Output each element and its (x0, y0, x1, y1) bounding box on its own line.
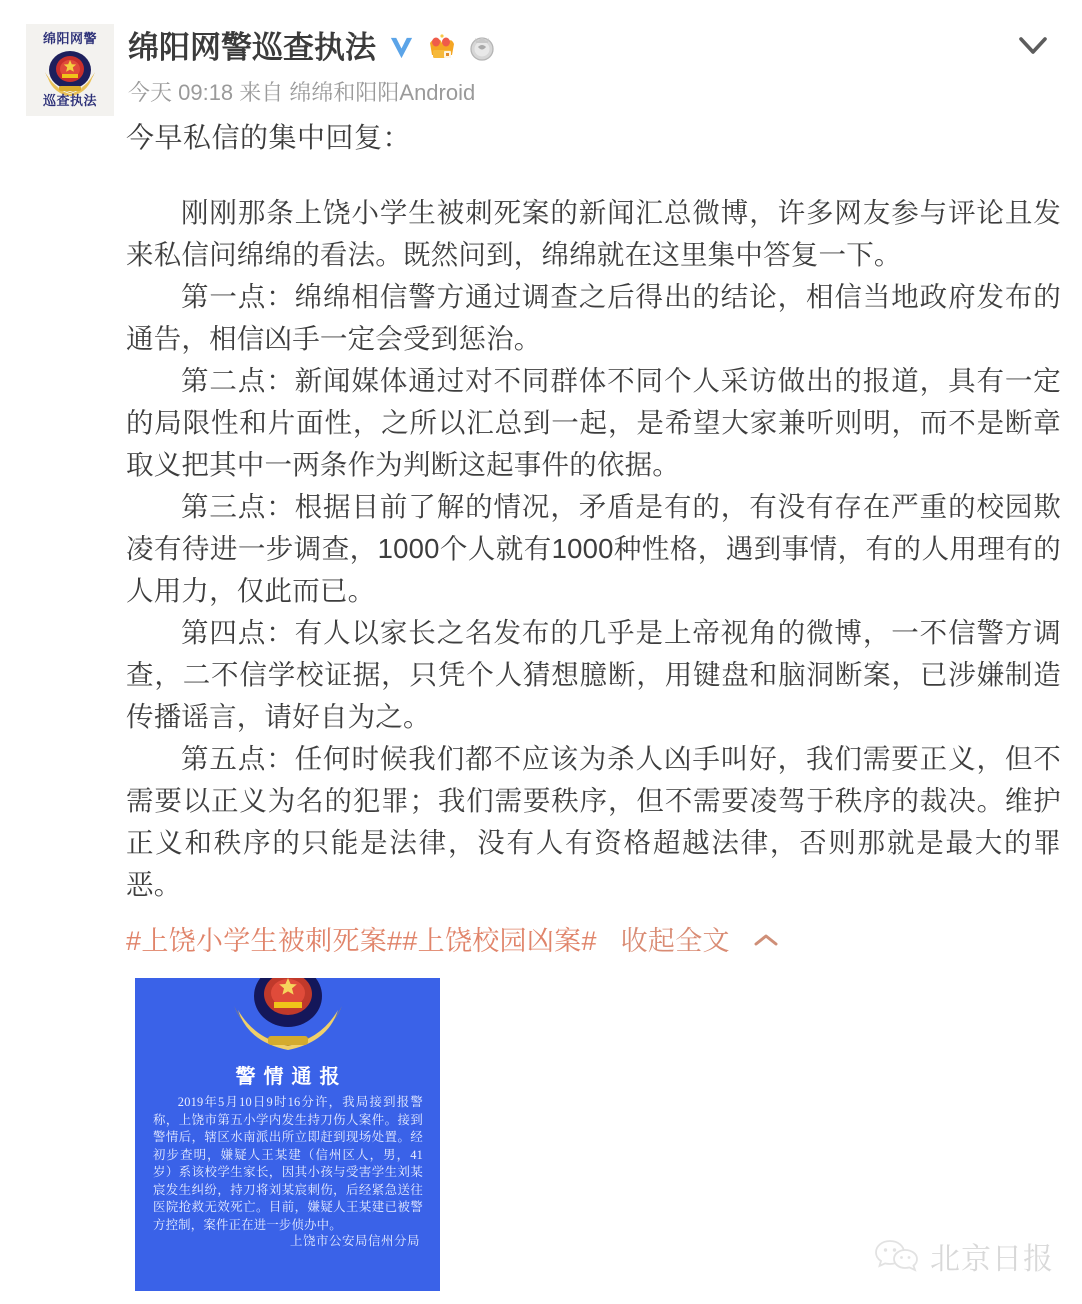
hashtag-link[interactable]: #上饶小学生被刺死案# (126, 926, 403, 956)
avatar[interactable] (26, 24, 114, 116)
hashtag-row (126, 928, 780, 955)
avatar-bottom-text: 巡查执法 (42, 93, 97, 108)
verified-v-badge-icon (388, 34, 415, 61)
hashtag-link[interactable]: #上饶校园凶案# (402, 926, 597, 956)
police-emblem-icon (41, 48, 99, 96)
content-paragraph: 第四点：有人以家长之名发布的几乎是上帝视角的微博，一不信警方调查，二不信学校证据，只凭个人猜想臆断，用键盘和脑洞断案，已涉嫌制造传播谣言，请好自为之。 (126, 617, 1061, 732)
medal-badge-icon (467, 32, 497, 62)
username[interactable]: 绵阳网警巡查执法 (128, 29, 376, 65)
attachment-signature: 上饶市公安局信州分局 (289, 1234, 420, 1248)
attachment-title: 警情通报 (235, 1066, 348, 1088)
attached-image-police-notice[interactable] (135, 978, 440, 1291)
watermark (874, 1234, 1054, 1278)
content-paragraph: 刚刚那条上饶小学生被刺死案的新闻汇总微博，许多网友参与评论且发来私信问绵绵的看法。既然问到，绵绵就在这里集中答复一下。 (126, 197, 1061, 270)
collapse-full-text-link[interactable]: 收起全文 (620, 926, 730, 956)
post-header (0, 0, 1082, 118)
watermark-text: 北京日报 (930, 1243, 1054, 1276)
avatar-top-text: 绵阳网警 (42, 31, 97, 46)
chevron-down-icon[interactable] (1010, 26, 1056, 66)
post-content (126, 118, 1061, 906)
content-paragraph: 第二点：新闻媒体通过对不同群体不同个人采访做出的报道，具有一定的局限性和片面性，之所以汇总到一起，是希望大家兼听则明，而不是断章取义把其中一两条作为判断这起事件的依据。 (126, 365, 1061, 480)
wechat-icon (874, 1237, 920, 1275)
content-paragraph: 第一点：绵绵相信警方通过调查之后得出的结论，相信当地政府发布的通告，相信凶手一定会受到惩治。 (126, 281, 1061, 354)
post-meta: 今天 09:18 来自 绵绵和阳阳Android (128, 80, 476, 105)
content-paragraph: 第五点：任何时候我们都不应该为杀人凶手叫好，我们需要正义，但不需要以正义为名的犯罪；我们需要秩序，但不需要凌驾于秩序的裁决。维护正义和秩序的只能是法律，没有人有资格超越法律，否则那就是最大的罪恶。 (126, 743, 1061, 900)
police-emblem-icon (230, 978, 346, 1060)
content-paragraph: 第三点：根据目前了解的情况，矛盾是有的，有没有存在严重的校园欺凌有待进一步调查，1000个人就有1000种性格，遇到事情，有的人用理有的人用力，仅此而已。 (126, 491, 1061, 606)
attachment-body: 2019年5月10日9时16分许，我局接到报警称，上饶市第五小学内发生持刀伤人案件。接到警情后，辖区水南派出所立即赶到现场处置。经初步查明，嫌疑人王某建（信州区人，男，41岁）系该校学生家长，因其小孩与受害学生刘某宸发生纠纷，持刀将刘某宸刺伤，后经紧急送往医院抢救无效死亡。目前，嫌疑人王某建已被警方控制，案件正在进一步侦办中。 (153, 1095, 423, 1232)
username-row (128, 26, 497, 68)
content-lead: 今早私信的集中回复： (126, 122, 412, 153)
crown-badge-icon (427, 33, 457, 61)
chevron-up-icon[interactable] (752, 932, 780, 948)
